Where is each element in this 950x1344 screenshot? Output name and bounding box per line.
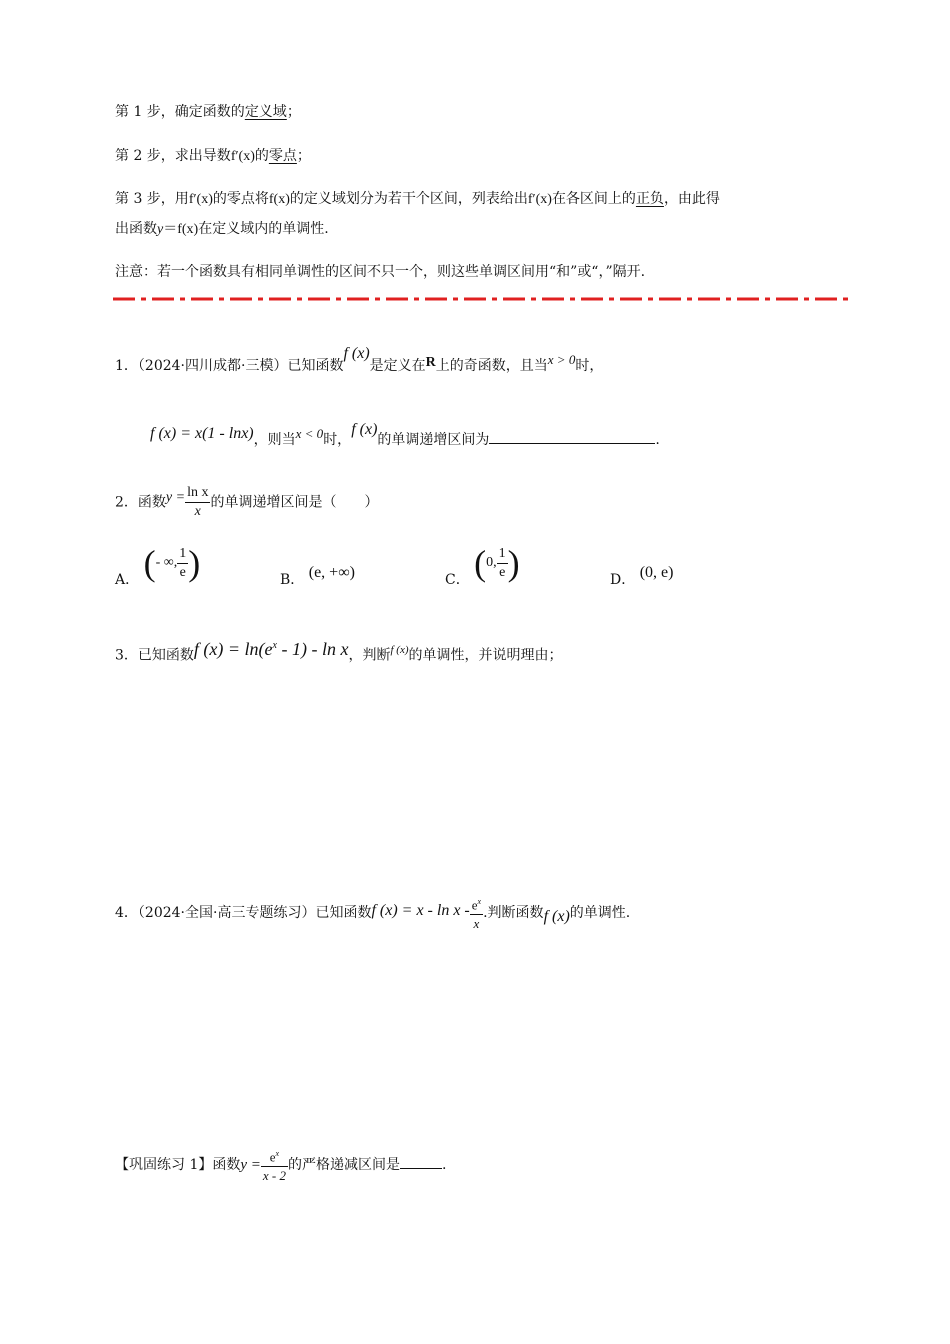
question-1-text-d: ，则当	[253, 432, 296, 448]
practice-text-a: 函数	[212, 1157, 241, 1174]
step-3-line-1	[115, 189, 720, 210]
question-3-text-b: 的单调性，并说明理由；	[408, 647, 563, 664]
question-3-fx: f (x)	[390, 643, 409, 656]
option-c-numerator: 1	[497, 545, 508, 564]
step-3-line-2	[115, 219, 329, 240]
step-3-eq: ＝	[163, 221, 178, 237]
question-1-expression: f (x) = x(1 - lnx)	[150, 425, 254, 442]
option-d-label: D．	[610, 572, 636, 588]
step-3-text-b: 的零点将	[212, 191, 269, 207]
question-1-text-c: 时，	[575, 358, 604, 374]
step-3-line2-b: 在定义域内的单调性.	[198, 221, 329, 237]
option-a-fraction	[177, 545, 188, 582]
question-2-y: y =	[165, 489, 186, 505]
question-1-fx: f (x)	[343, 345, 370, 362]
question-4-text-a: .判断函数	[483, 905, 544, 922]
question-1-fx-2: f (x)	[351, 421, 378, 438]
right-paren: )	[188, 543, 201, 583]
step-2-text: 第 2 步，求出导数	[115, 148, 231, 164]
practice-y: y =	[240, 1157, 261, 1174]
question-2-numerator: ln x	[185, 484, 210, 503]
question-2-denominator: x	[194, 504, 201, 519]
answer-blank[interactable]	[489, 443, 655, 444]
practice-text-b: 的严格递减区间是	[288, 1157, 400, 1174]
option-a-interval	[144, 542, 201, 584]
option-c-interval	[474, 542, 520, 584]
question-1-line-1	[115, 345, 604, 377]
question-3	[115, 638, 563, 667]
step-3-y: y	[157, 222, 164, 237]
question-3-text-a: ，判断	[348, 647, 391, 664]
step-1-keyword: 定义域	[244, 104, 287, 120]
question-1-text-f: 的单调递增区间为	[377, 432, 490, 448]
option-c-text: 0,	[486, 555, 497, 570]
practice-superscript: x	[275, 1149, 280, 1158]
question-1-condition-1: x > 0	[547, 352, 576, 367]
question-1-condition-2: x < 0	[295, 426, 324, 441]
step-1	[115, 102, 301, 122]
question-4-text-b: 的单调性.	[569, 905, 631, 922]
option-a-numerator: 1	[177, 545, 188, 564]
question-3-expression: f (x) = ln(e	[193, 638, 273, 659]
question-2-number: 2．函数	[115, 494, 166, 511]
question-1-line-2	[150, 421, 660, 450]
question-2-text: 的单调递增区间是（ ）	[210, 494, 379, 511]
practice-numerator	[261, 1145, 288, 1167]
practice-tag: 【巩固练习 1】	[115, 1157, 213, 1174]
option-b-interval: (e, +∞)	[308, 564, 355, 581]
step-2-keyword: 零点	[268, 148, 297, 164]
step-2-mid: 的	[254, 148, 269, 164]
step-3-function-2: f(x)	[177, 222, 199, 237]
step-2-derivative: f′(x)	[230, 149, 255, 164]
practice-numerator-base: e	[269, 1149, 276, 1165]
option-c[interactable]	[445, 542, 520, 588]
question-1-R: R	[425, 355, 436, 370]
question-4-numerator	[470, 893, 483, 915]
question-4-expression: f (x) = x - ln x -	[371, 902, 470, 920]
question-4-denominator: x	[473, 916, 480, 932]
question-2-fraction	[185, 484, 210, 521]
practice-end: .	[442, 1157, 447, 1174]
step-3-text-e: ，由此得	[663, 191, 720, 207]
question-3-number: 3．已知函数	[115, 647, 194, 664]
left-paren: (	[474, 543, 487, 583]
practice-1	[115, 1145, 446, 1185]
option-c-label: C．	[445, 572, 470, 588]
section-divider	[113, 297, 851, 301]
practice-denominator: x - 2	[262, 1168, 286, 1184]
question-1-text-b: 上的奇函数，且当	[435, 358, 548, 374]
step-1-suffix: ；	[286, 104, 301, 120]
question-4-numerator-base: e	[471, 897, 478, 913]
option-a-text: - ∞,	[155, 555, 178, 570]
step-3-keyword: 正负	[635, 191, 664, 207]
step-3-line2-a: 出函数	[115, 221, 157, 237]
question-3-superscript: x	[272, 640, 277, 651]
step-3-derivative-1: f′(x)	[188, 192, 213, 207]
question-1-source: （2024·四川成都·三模）已知函数	[137, 358, 344, 374]
question-4	[115, 893, 630, 933]
step-3-function: f(x)	[268, 192, 290, 207]
left-paren: (	[143, 543, 156, 583]
question-1-end: .	[655, 432, 660, 448]
right-paren: )	[507, 543, 520, 583]
step-2-suffix: ；	[296, 148, 311, 164]
option-a[interactable]	[115, 542, 201, 588]
step-3-derivative-2: f′(x)	[527, 192, 552, 207]
step-3-text-d: 在各区间上的	[551, 191, 636, 207]
question-2	[115, 484, 378, 521]
step-3-text-a: 第 3 步，用	[115, 191, 189, 207]
question-4-source: （2024·全国·高三专题练习）已知函数	[137, 905, 372, 922]
question-4-superscript: x	[477, 897, 482, 906]
note: 注意：若一个函数具有相同单调性的区间不只一个，则这些单调区间用“和”或“，”隔开.	[115, 264, 646, 280]
option-b[interactable]	[280, 562, 355, 588]
option-a-label: A．	[115, 572, 140, 588]
question-4-fraction	[470, 893, 483, 933]
question-4-fx: f (x)	[543, 908, 570, 926]
step-3-text-c: 的定义域划分为若干个区间，列表给出	[289, 191, 528, 207]
step-1-text: 第 1 步，确定函数的	[115, 104, 245, 120]
option-a-denominator: e	[179, 564, 186, 580]
question-4-number: 4．	[115, 905, 138, 922]
option-d[interactable]	[610, 562, 674, 588]
practice-answer-blank[interactable]	[400, 1168, 442, 1169]
option-c-denominator: e	[499, 564, 506, 580]
question-1-text-a: 是定义在	[369, 358, 426, 374]
option-d-interval: (0, e)	[639, 564, 674, 581]
question-1-number: 1．	[115, 358, 138, 374]
option-c-fraction	[497, 545, 508, 582]
practice-fraction	[261, 1145, 288, 1185]
step-2	[115, 146, 311, 167]
question-1-text-e: 时，	[323, 432, 352, 448]
option-b-label: B．	[280, 572, 305, 588]
question-3-expression-2: - 1) - ln x	[276, 638, 349, 659]
